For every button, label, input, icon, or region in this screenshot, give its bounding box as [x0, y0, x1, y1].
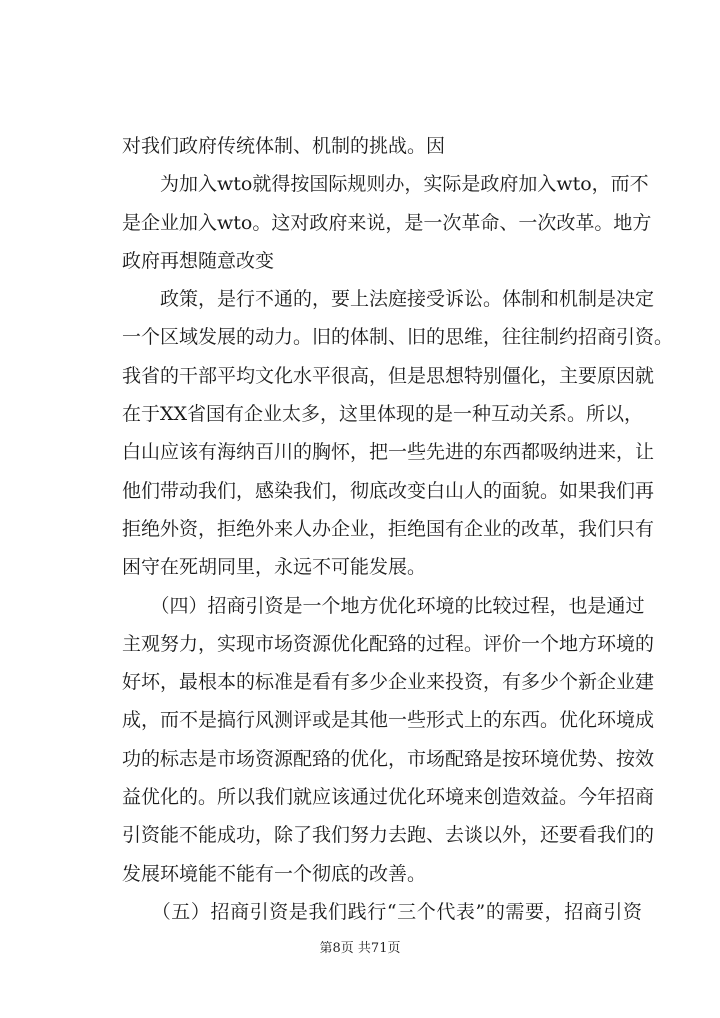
text-line: 主观努力，实现市场资源优化配臵的过程。评价一个地方环境的 — [122, 632, 655, 655]
text-line: 为加入wto就得按国际规则办，实际是政府加入wto，而不 — [122, 173, 649, 196]
text-line: （四）招商引资是一个地方优化环境的比较过程，也是通过 — [122, 594, 645, 617]
text-line: 拒绝外资，拒绝外来人办企业，拒绝国有企业的改革，我们只有 — [122, 517, 655, 540]
text-line: 益优化的。所以我们就应该通过优化环境来创造效益。今年招商 — [122, 786, 655, 809]
text-line: 好坏，最根本的标准是看有多少企业来投资，有多少个新企业建 — [122, 671, 655, 694]
text-line: 是企业加入wto。这对政府来说，是一次革命、一次改革。地方 — [122, 211, 652, 234]
text-line: 困守在死胡同里，永远不可能发展。 — [122, 556, 427, 579]
body-text — [122, 127, 674, 931]
text-line: 在于XX省国有企业太多，这里体现的是一种互动关系。所以， — [122, 403, 644, 426]
text-line: 功的标志是市场资源配臵的优化，市场配臵是按环境优势、按效 — [122, 747, 655, 770]
text-line: 发展环境能不能有一个彻底的改善。 — [122, 862, 427, 885]
text-line: 我省的干部平均文化水平很高，但是思想特别僵化，主要原因就 — [122, 364, 655, 387]
text-line: 白山应该有海纳百川的胸怀，把一些先进的东西都吸纳进来，让 — [122, 441, 655, 464]
text-line: 他们带动我们，感染我们，彻底改变白山人的面貌。如果我们再 — [122, 479, 655, 502]
text-line: 政府再想随意改变 — [122, 249, 275, 272]
page-footer — [0, 937, 720, 956]
text-line: 引资能不能成功，除了我们努力去跑、去谈以外，还要看我们的 — [122, 824, 655, 847]
text-line: （五）招商引资是我们践行“三个代表”的需要，招商引资 — [122, 900, 642, 923]
text-line: 一个区域发展的动力。旧的体制、旧的思维，往往制约招商引资。 — [122, 326, 674, 349]
text-line: 成，而不是搞行风测评或是其他一些形式上的东西。优化环境成 — [122, 709, 655, 732]
text-line: 对我们政府传统体制、机制的挑战。因 — [122, 135, 446, 157]
page-number-label: 第8页 共71页 — [319, 941, 401, 956]
text-line: 政策，是行不通的，要上法庭接受诉讼。体制和机制是决定 — [122, 288, 655, 311]
